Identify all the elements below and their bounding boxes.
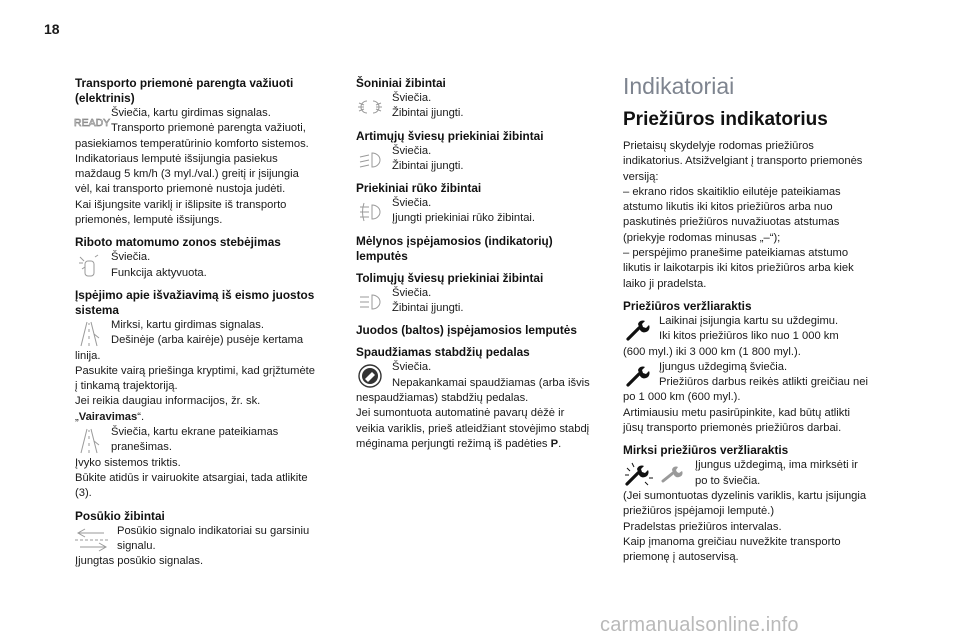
brake-line-4: Jei sumontuota automatinė pavarų dėžė ir: [356, 407, 565, 420]
column-1: [75, 76, 335, 569]
ready-line-1: Šviečia, kartu girdimas signalas.: [111, 107, 271, 119]
ready-line-2: Transporto priemonė parengta važiuoti,: [111, 122, 306, 135]
main-beam-line-1: Šviečia.: [392, 286, 432, 299]
intro-line-10: laiko ji pradelsta.: [623, 277, 707, 290]
dipped-line-1: Šviečia.: [392, 144, 432, 157]
brake-park-letter: P: [550, 437, 559, 450]
brake-line-5: veikia variklis, prieš atleidžiant stovėjimo stabdį: [356, 422, 590, 435]
turn-title: Posūkio žibintai: [75, 508, 165, 523]
fog-title: Priekiniai rūko žibintai: [356, 181, 482, 196]
ready-icon: [74, 108, 111, 136]
outline-spanner-icon: [663, 467, 683, 482]
intro-line-6: paskutinės priežiūros nuvažiuotas atstumas: [623, 216, 840, 229]
lane-title: Įspėjimo apie išvažiavimą iš eismo juostos sistema: [75, 287, 315, 317]
spanner-title: Priežiūros veržliaraktis: [623, 298, 752, 313]
fog-entry: [356, 196, 601, 227]
brake-line-1: Šviečia.: [392, 361, 432, 374]
main-beam-entry: [356, 286, 601, 317]
page-number: 18: [44, 21, 60, 37]
flashing-line-6: Kaip įmanoma greičiau nuvežkite transporto: [623, 535, 841, 548]
brake-line-2: Nepakankamai spaudžiamas (arba išvis: [392, 376, 590, 389]
spanner-entry-b: [623, 360, 913, 391]
flashing-line-3: (Jei sumontuotas dyzelinis variklis, kartu įsijungia: [623, 489, 867, 502]
lane-entry-a: [75, 318, 335, 349]
dipped-beam-icon: [356, 146, 384, 174]
intro-line-4: – ekrano ridos skaitiklio eilutėje pateikiamas: [623, 185, 841, 198]
spanner-entry-a: [623, 314, 913, 345]
turn-line-1: Posūkio signalo indikatoriai su garsiniu: [117, 524, 310, 537]
blind-spot-entry: [75, 250, 335, 281]
turn-line-2: signalu.: [117, 539, 156, 552]
lane-ref-bold: Vairavimas: [78, 410, 138, 423]
ready-line-4: Indikatoriaus lemputė išsijungia pasiekus: [75, 152, 278, 165]
lane-line-4: Pasukite vairą priešinga kryptimi, kad grįžtumėte: [75, 364, 316, 377]
brake-title: Spaudžiamas stabdžių pedalas: [356, 345, 530, 360]
intro-line-5: atstumo likutis iki kitos priežiūros arba nuo: [623, 201, 833, 214]
column-2: [356, 76, 601, 452]
brake-line-6-text: méginama perjungti režimą iš padėties: [356, 437, 551, 450]
flashing-line-5: Pradelstas priežiūros intervalas.: [623, 520, 782, 533]
flashing-spanner-icon: [625, 463, 653, 485]
flashing-line-2: po to šviečia.: [695, 474, 761, 487]
spanner-line-2: Iki kitos priežiūros liko nuo 1 000 km: [659, 330, 839, 343]
fog-line-1: Šviečia.: [392, 197, 432, 210]
side-lamps-icon: [356, 93, 384, 121]
spanner-line-8: jūsų transporto priemonės priežiūros darbai.: [623, 422, 842, 435]
subsection-title: Priežiūros indikatorius: [623, 109, 828, 130]
side-lamps-title: Šoniniai žibintai: [356, 76, 446, 90]
spanner-line-6: po 1 000 km (600 myl.).: [623, 391, 741, 404]
ready-line-8: priemonės, lemputė išsijungs.: [75, 214, 223, 227]
flashing-line-1: Įjungus uždegimą, ima mirksėti ir: [695, 459, 858, 472]
lane-departure-icon: [75, 320, 103, 348]
flashing-line-4: priežiūros įspėjamoji lemputė.): [623, 505, 775, 518]
lane-ref: [75, 410, 335, 425]
lane-line-7: Šviečia, kartu ekrane pateikiamas: [111, 426, 279, 439]
turn-entry: [75, 524, 335, 555]
watermark-footer: carmanualsonline.info: [600, 614, 799, 636]
intro-line-8: – perspėjimo pranešime pateikiamas atstumo: [623, 247, 849, 260]
ready-line-7: Kai išjungsite variklį ir išlipsite iš transporto: [75, 198, 287, 211]
ready-icon-text: READY: [74, 117, 111, 129]
section-title: Indikatoriai: [623, 73, 735, 99]
intro-line-3: versiją:: [623, 170, 659, 183]
spanner-line-4: Įjungus uždegimą šviečia.: [659, 360, 788, 373]
column-3: [623, 73, 913, 565]
lane-ref-open: „: [75, 410, 79, 423]
lane-line-1: Mirksi, kartu girdimas signalas.: [111, 318, 264, 331]
dipped-line-2: Žibintai įjungti.: [392, 159, 464, 172]
lane-line-10: Būkite atidūs ir vairuokite atsargiai, tada atlikite: [75, 471, 308, 484]
main-beam-icon: [356, 288, 384, 316]
blind-spot-line-2: Funkcija aktyvuota.: [111, 266, 207, 279]
lane-line-9: Įvyko sistemos triktis.: [75, 456, 181, 469]
lane-line-11: (3).: [75, 487, 92, 500]
dipped-title: Artimųjų šviesų priekiniai žibintai: [356, 128, 544, 143]
brake-entry: [356, 360, 601, 391]
lane-line-5: į tinkamą trajektoriją.: [75, 380, 178, 393]
turn-line-3: Įjungtas posūkio signalas.: [75, 555, 204, 568]
intro-line-2: indikatorius. Atsižvelgiant į transporto priemonės: [623, 155, 863, 168]
spanner-icon: [623, 316, 651, 344]
lane-line-3: linija.: [75, 349, 101, 362]
lane-departure-fault-icon: [75, 427, 103, 455]
flashing-title: Mirksi priežiūros veržliaraktis: [623, 443, 789, 458]
front-fog-icon: [356, 198, 384, 226]
flashing-line-7: priemonę į autoservisą.: [623, 551, 739, 564]
flashing-entry: [623, 458, 913, 489]
blue-lamps-title: Mėlynos įspėjamosios (indikatorių) lemputės: [356, 233, 553, 263]
spanner-lit-icon: [623, 362, 651, 390]
intro-line-1: Prietaisų skydelyje rodomas priežiūros: [623, 140, 814, 152]
ready-entry: [75, 106, 335, 137]
side-lamps-line-2: Žibintai įjungti.: [392, 107, 464, 120]
turn-signal-icon: [75, 526, 109, 554]
fog-line-2: Įjungti priekiniai rūko žibintai.: [392, 212, 536, 225]
brake-line-3: nespaudžiamas) stabdžių pedalas.: [356, 391, 529, 404]
blind-spot-icon: [75, 252, 103, 280]
blind-spot-title: Riboto matomumo zonos stebėjimas: [75, 235, 281, 250]
blind-spot-line-1: Šviečia.: [111, 251, 151, 264]
brake-pedal-icon: [356, 362, 384, 390]
intro-line-7: (priekyje rodomas minusas „–“);: [623, 231, 781, 244]
ready-line-6: vėl, kai transporto priemonė nustoja judėti.: [75, 183, 286, 196]
lane-line-8: pranešimas.: [111, 441, 172, 454]
side-lamps-line-1: Šviečia.: [392, 92, 432, 104]
ready-line-5: maždaug 5 km/h (3 myl./val.) greitį ir įsijungia: [75, 168, 299, 181]
main-beam-line-2: Žibintai įjungti.: [392, 302, 464, 315]
main-beam-title: Tolimųjų šviesų priekiniai žibintai: [356, 270, 544, 285]
black-lamps-title: Juodos (baltos) įspėjamosios lemputės: [356, 323, 577, 338]
spanner-line-1: Laikinai įsijungia kartu su uždegimu.: [659, 314, 839, 327]
dipped-entry: [356, 144, 601, 175]
spanner-line-7: Artimiausiu metu pasirūpinkite, kad būtų atlikti: [623, 406, 850, 419]
spanner-line-3: (600 myl.) iki 3 000 km (1 800 myl.).: [623, 345, 801, 358]
flashing-spanner-icons: [623, 460, 687, 488]
side-lamps-entry: [356, 91, 601, 122]
lane-line-6: Jei reikia daugiau informacijos, žr. sk.: [75, 395, 261, 408]
ready-line-3: pasiekiamos temperatūrinio komforto sistemos.: [75, 137, 309, 150]
spanner-line-5: Priežiūros darbus reikės atlikti greičiau nei: [659, 376, 868, 389]
intro-line-9: likutis ir laikotarpis iki kitos priežiūros arba kiek: [623, 262, 854, 275]
brake-line-6: [356, 437, 601, 452]
lane-line-2: Dešinėje (arba kairėje) pusėje kertama: [111, 334, 304, 347]
lane-ref-close: “.: [137, 410, 145, 423]
brake-line-6-end: .: [558, 437, 562, 450]
ready-title: Transporto priemonė parengta važiuoti (elektrinis): [75, 76, 294, 105]
lane-entry-b: [75, 425, 335, 456]
